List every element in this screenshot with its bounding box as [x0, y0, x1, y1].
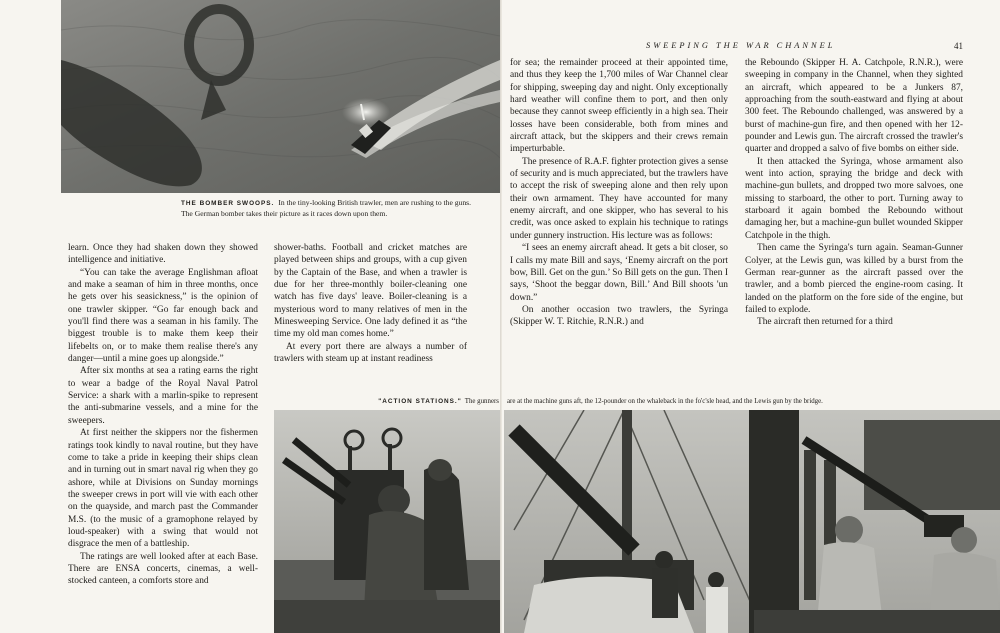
paragraph: shower-baths. Football and cricket matches are played between ships and groups, with a cup given by the Captain of the Base, and when a trawler is due for her three-monthly boiler-cleaning one watch has five days' leave. Boiler-cleaning is a mysterious word to many relatives of men in the Minesweeping Service. One lady defined it as “the time my old man comes home.”	[274, 243, 467, 340]
paragraph: “You can take the average Englishman afloat and make a seaman of him in three months, once he gets over his seasickness,” is the opinion of one trawler skipper. “Go far enough back and you'll find there was a seaman in his family. The biggest trouble is to make them keep their lifebelts on, or to make them realise there's any danger—until a mine goes up alongside.”	[68, 267, 258, 365]
column-right-1	[510, 57, 728, 329]
action-stations-caption-text-left: The gunners	[464, 398, 499, 405]
gunners-left-photo	[274, 410, 500, 633]
bomber-caption-title: THE BOMBER SWOOPS.	[181, 200, 275, 207]
paragraph: the Reboundo (Skipper H. A. Catchpole, R.N.R.), were sweeping in company in the Channel, when they sighted an aircraft, which appeared to be a Junkers 87, approaching from the south-eastward and flying at about 300 feet. The Reboundo challenged, was answered by a burst of machine-gun fire, and then opened with her 12-pounder and Lewis gun. The aircraft crossed the trawler's quarter and dropped a salvo of five bombs on either side.	[745, 58, 963, 155]
bomber-photo-image	[61, 0, 500, 193]
column-right-2	[745, 57, 963, 329]
running-head: SWEEPING THE WAR CHANNEL	[646, 41, 836, 50]
column-left-1	[68, 242, 258, 588]
paragraph: At every port there are always a number of trawlers with steam up at instant readiness	[274, 341, 467, 365]
paragraph: On another occasion two trawlers, the Syringa (Skipper W. T. Ritchie, R.N.R.) and	[510, 304, 728, 328]
bomber-caption	[181, 198, 471, 218]
gunners-right-image	[504, 410, 1000, 633]
paragraph: The presence of R.A.F. fighter protection gives a sense of security and is much appreciated, but the trawlers have to accept the risk of sweeping alone and then rely upon their own armament. They have accounted for many enemy aircraft, and one skipper, who has several to his credit, was once asked to explain his technique to ratings under gunnery instruction. His lecture was as follows:	[510, 156, 728, 241]
gunners-right-photo	[504, 410, 1000, 633]
action-stations-caption-title: "ACTION STATIONS."	[378, 398, 462, 405]
paragraph: “I sees an enemy aircraft ahead. It gets a bit closer, so I calls my mate Bill and says, ‘Enemy aircraft on the port bow, Bill. Get on the gun.’ So Bill gets on the gun. Then I says, ‘Shoot the beggar down, Bill.’ And Bill shoots 'un down.”	[510, 243, 728, 303]
paragraph: learn. Once they had shaken down they showed intelligence and initiative.	[68, 243, 258, 266]
action-stations-caption-left	[327, 397, 499, 406]
paragraph: After six months at sea a rating earns the right to wear a badge of the Royal Naval Patrol Service: a shark with a marlin-spike to represent the anti-submarine vessels, and a mine for the sweepers.	[68, 366, 258, 426]
action-stations-caption-right: are at the machine guns aft, the 12-pounder on the whaleback in the fo'c'sle head, and the Lewis gun by the bridge.	[507, 398, 823, 405]
paragraph: for sea; the remainder proceed at their appointed time, and thus they keep the 1,700 miles of War Channel clear for shipping, sweeping day and night. Only exceptionally hard weather will confine them to port, and then only because they cannot sweep efficiently in a high sea. Their losses have been considerable, both from mines and aircraft attack, but the skippers and their crews remain imperturbable.	[510, 58, 728, 155]
paragraph: At first neither the skippers nor the fishermen ratings took kindly to naval routine, but they have come to take a pride in keeping their ships clean and in turning out in smart naval rig when they go ashore, while at Divisions on Sunday mornings the sweeper crews in port will vie with each other on the quayside, and march past the Commander M.S. (to the music of a gramophone relayed by loud-speaker) with a swing that would not disgrace the men of a battleship.	[68, 428, 258, 550]
column-left-2	[274, 242, 467, 365]
bomber-caption-text: In the tiny-looking British trawler, men are rushing to the guns. The German bomber takes their picture as it races down upon them.	[181, 198, 471, 218]
paragraph: The ratings are well looked after at each Base. There are ENSA concerts, cinemas, a well-stocked canteen, a comforts store and	[68, 551, 258, 587]
bomber-photo	[61, 0, 500, 193]
paragraph: It then attacked the Syringa, whose armament also went into action, spraying the bridge and deck with machine-gun bullets, and dropped two more salvoes, one missing to starboard, the other to port. Turning away to starboard it again bombed the Reboundo without damaging her, but a machine-gun bullet wounded Skipper Catchpole in the thigh.	[745, 156, 963, 241]
gunners-left-image	[274, 410, 500, 633]
page-gutter	[500, 0, 502, 633]
paragraph: The aircraft then returned for a third	[757, 317, 893, 328]
page-number: 41	[954, 41, 963, 51]
paragraph: Then came the Syringa's turn again. Seaman-Gunner Colyer, at the Lewis gun, was killed by a burst from the German rear-gunner as the aircraft passed over the trawler, and a bomb pierced the engine-room casing. It landed on the platform on the fore side of the engine, but failed to explode.	[745, 243, 963, 315]
